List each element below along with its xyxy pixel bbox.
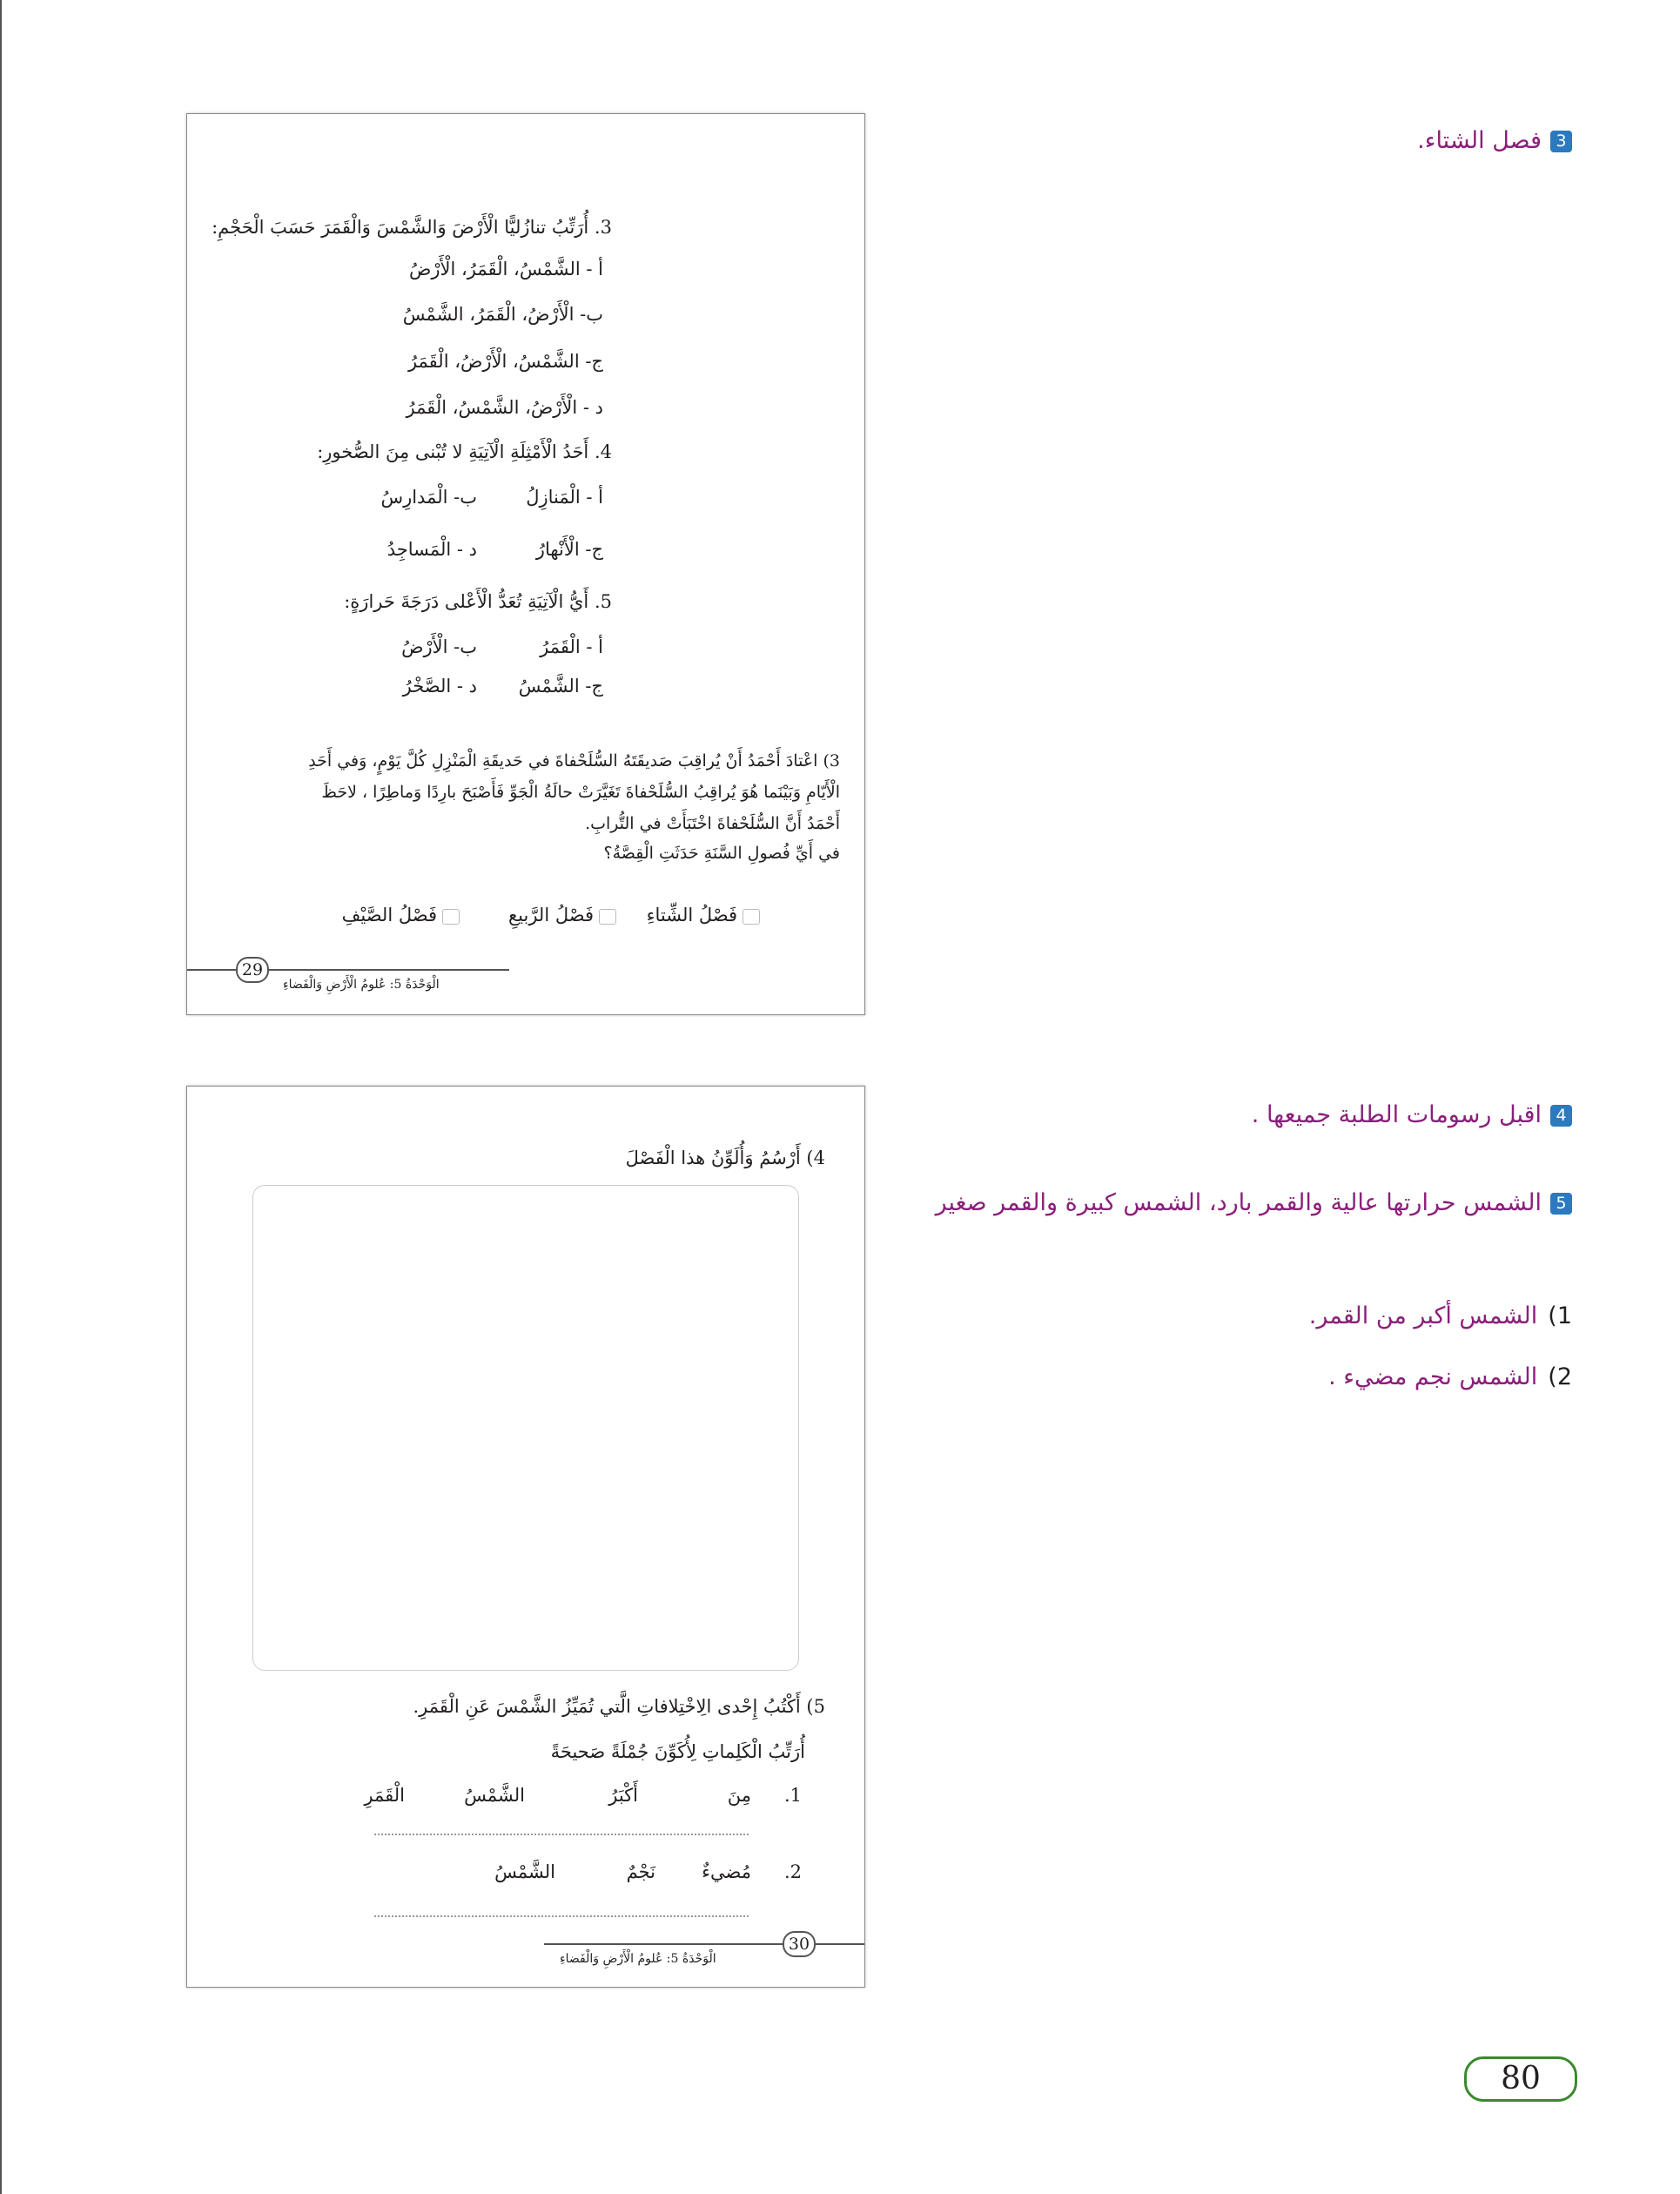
workbook-page-30 (186, 1086, 865, 1988)
answer-4-text: اقبل رسومات الطلبة جميعها . (1251, 1101, 1542, 1128)
story-line-1: 3) اعْتادَ أَحْمَدُ أَنْ يُراقِبَ صَديقَتَهُ السُّلَحْفاةَ في حَديقَةِ الْمَنْزِلِ كُلَّ يَوْمٍ، وَفي أَحَدِ (308, 751, 840, 771)
q4-draw-title: 4) أَرْسُمُ وَأُلَوِّنُ هذا الْفَصْلَ (625, 1147, 825, 1168)
sentence-2 (1328, 1363, 1572, 1390)
drawing-area[interactable] (252, 1185, 799, 1671)
footer-unit: الْوَحْدَةُ 5: عُلومُ الْأَرْضِ وَالْفَضاءِ (560, 1952, 716, 1966)
spring-label: فَصْلُ الرَّبيعِ (507, 905, 594, 925)
left-border (0, 0, 2, 2194)
footer-page-number: 30 (783, 1931, 816, 1957)
checkbox-spring[interactable] (599, 909, 616, 925)
q5-option-b: ب- الْأَرْضُ (401, 636, 477, 657)
option-winter[interactable] (647, 905, 760, 925)
checkbox-summer[interactable] (442, 909, 460, 925)
q5-title: 5) أَكْتُبُ إِحْدى الِاخْتِلافاتِ الَّتي تُمَيِّزُ الشَّمْسَ عَنِ الْقَمَرِ. (413, 1696, 825, 1717)
answer-line-1[interactable] (374, 1834, 749, 1835)
row1-number: 1. (783, 1785, 802, 1806)
q4-option-d: د - الْمَساجِدُ (386, 539, 477, 560)
footer-unit: الْوَحْدَةُ 5: عُلومُ الْأَرْضِ وَالْفَضاءِ (283, 978, 440, 992)
answer-4 (1252, 1101, 1572, 1128)
row2-word-2: نَجْمٌ (626, 1861, 655, 1882)
answer-3-badge: 3 (1550, 131, 1572, 152)
row2-word-3: الشَّمْسُ (494, 1861, 555, 1882)
option-summer[interactable] (342, 905, 460, 925)
story-question: في أَيِّ فُصولِ السَّنَةِ حَدَثَتِ الْقِصَّةُ؟ (603, 844, 840, 863)
checkbox-winter[interactable] (743, 909, 760, 925)
sentence-2-text: الشمس نجم مضيء . (1328, 1363, 1538, 1390)
sentence-1-number: 1) (1548, 1302, 1572, 1329)
answer-5 (936, 1189, 1572, 1216)
q3-title: 3. أُرَتِّبُ تنازُليًّا الْأَرْضَ وَالشَّمْسَ وَالْقَمَرَ حَسَبَ الْحَجْمِ: (212, 217, 612, 238)
q5-option-c: ج- الشَّمْسُ (518, 676, 603, 697)
footer-page-number: 29 (236, 957, 269, 983)
q3-option-c: ج- الشَّمْسُ، الْأَرْضُ، الْقَمَرُ (407, 351, 603, 372)
row1-word-3: الشَّمْسُ (464, 1785, 525, 1806)
arrange-title: أُرَتِّبُ الْكَلِماتِ لِأُكَوِّنَ جُمْلَةً صَحيحَةً (550, 1741, 805, 1762)
q4-option-c: ج- الْأَنْهارُ (535, 539, 603, 560)
answer-3 (1417, 127, 1572, 154)
story-line-3: أَحْمَدُ أَنَّ السُّلَحْفاةَ اخْتَبَأَتْ في التُّرابِ. (585, 814, 840, 833)
q4-option-b: ب- الْمَدارِسُ (380, 487, 477, 508)
footer-line (544, 1943, 864, 1945)
answer-line-2[interactable] (374, 1915, 749, 1917)
row1-word-2: أَكْبَرُ (608, 1785, 638, 1806)
answer-4-badge: 4 (1550, 1105, 1572, 1127)
q5-option-d: د - الصَّخْرُ (402, 676, 477, 697)
q5-option-a: أ - الْقَمَرُ (540, 636, 603, 657)
row2-number: 2. (783, 1861, 802, 1882)
q4-option-a: أ - الْمَنازِلُ (526, 487, 603, 508)
summer-label: فَصْلُ الصَّيْفِ (341, 905, 437, 925)
q3-option-d: د - الْأَرْضُ، الشَّمْسُ، الْقَمَرُ (406, 397, 603, 418)
q3-option-b: ب- الْأَرْضُ، الْقَمَرُ، الشَّمْسُ (402, 304, 603, 325)
row1-word-4: الْقَمَرِ (364, 1785, 405, 1806)
answer-3-text: فصل الشتاء. (1417, 127, 1542, 154)
row1-word-1: مِنَ (727, 1785, 751, 1806)
story-line-2: الْأَيّامِ وَبَيْنَما هُوَ يُراقِبُ السُّلَحْفاةَ تَغَيَّرَتْ حالَةُ الْجَوِّ فَأَصْبَحَ بارِدًا وَماطِرًا ، لاحَظَ (321, 783, 840, 802)
page-number: 80 (1464, 2056, 1577, 2102)
q5-title: 5. أَيُّ الْآتِيَةِ تُعَدُّ الْأَعْلى دَرَجَةَ حَرارَةٍ: (344, 591, 612, 612)
sentence-2-number: 2) (1548, 1363, 1572, 1390)
sentence-1 (1309, 1302, 1572, 1329)
sentence-1-text: الشمس أكبر من القمر. (1308, 1302, 1538, 1329)
q3-option-a: أ - الشَّمْسُ، الْقَمَرُ، الْأَرْضُ (409, 259, 603, 279)
winter-label: فَصْلُ الشِّتاءِ (646, 905, 737, 925)
answer-5-badge: 5 (1550, 1193, 1572, 1215)
q4-title: 4. أَحَدُ الْأَمْثِلَةِ الْآتِيَةِ لا تُبْنى مِنَ الصُّخورِ: (317, 441, 612, 462)
answer-5-text: الشمس حرارتها عالية والقمر بارد، الشمس كبيرة والقمر صغير (935, 1189, 1542, 1216)
option-spring[interactable] (508, 905, 616, 925)
row2-word-1: مُضيءٌ (702, 1861, 751, 1882)
workbook-page-29 (186, 113, 865, 1015)
